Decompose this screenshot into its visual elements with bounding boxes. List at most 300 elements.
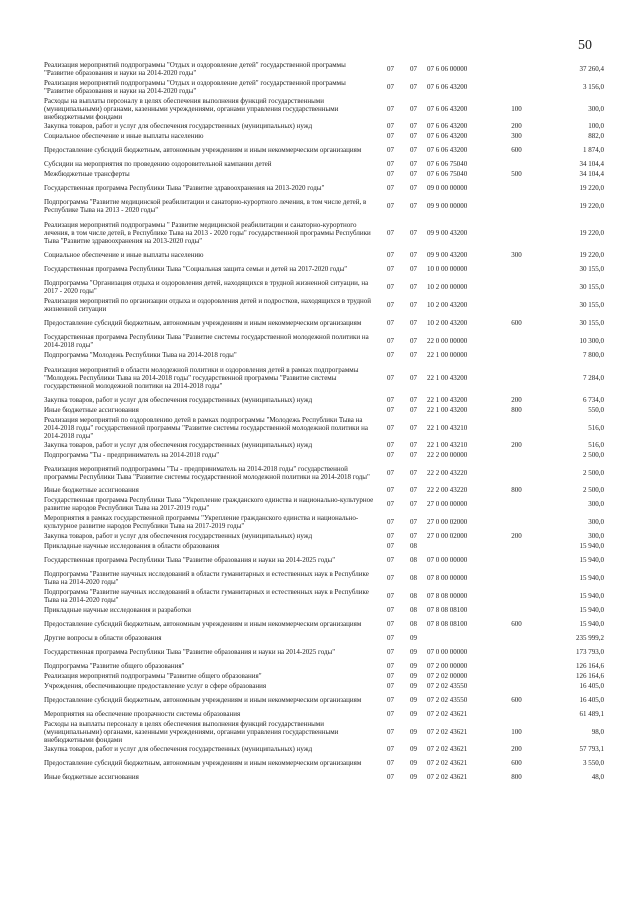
row-subsection: 09: [410, 773, 417, 781]
row-subsection: 09: [410, 696, 417, 704]
row-name: Мероприятия на обеспечение прозрачности системы образования: [44, 710, 241, 718]
row-sum: 16 405,0: [579, 696, 604, 704]
row-target-article: 27 0 00 00000: [427, 500, 468, 508]
row-expense-type: [499, 159, 534, 169]
row-sum: 1 874,0: [583, 146, 604, 154]
table-row: [44, 415, 604, 440]
row-sum: 2 500,0: [583, 451, 604, 459]
row-section: 07: [387, 556, 394, 564]
table-row: [44, 605, 604, 615]
row-section: 07: [387, 451, 394, 459]
row-name: Реализация мероприятий подпрограммы "Отдых и оздоровление детей" государственной программы "Развитие образования и науки на 2014-2020 годы": [44, 79, 346, 95]
row-subsection: 08: [410, 592, 417, 600]
row-target-article: 07 2 02 43621: [427, 745, 468, 753]
table-row: [44, 314, 604, 332]
table-row: [44, 360, 604, 395]
table-row: [44, 260, 604, 278]
row-expense-type: [499, 643, 534, 661]
row-subsection: 09: [410, 662, 417, 670]
row-expense-type: 600: [511, 620, 522, 628]
row-target-article: 22 1 00 43200: [427, 373, 468, 382]
table-row: [44, 121, 604, 131]
table-row: [44, 681, 604, 691]
row-subsection: 07: [410, 319, 417, 327]
row-target-article: 07 0 00 00000: [427, 556, 468, 564]
row-name: Иные бюджетные ассигнования: [44, 406, 139, 414]
row-expense-type: 800: [511, 406, 522, 414]
row-sum: 19 220,0: [579, 228, 604, 237]
table-row: [44, 587, 604, 605]
row-expense-type: [499, 450, 534, 460]
row-name: Прикладные научные исследования в области образования: [44, 542, 220, 550]
row-target-article: 07 6 06 75040: [427, 170, 468, 178]
row-name: Реализация мероприятий подпрограммы " Развитие медицинской реабилитации и санаторно-курортного лечения, в том числе детей, в Республике Тыва на 2013 - 2020 годы" государственной программы Республики Тыва "Развитие здравоохранения на 2013-2020 годы": [44, 220, 371, 245]
table-row: [44, 661, 604, 671]
row-sum: 3 156,0: [583, 83, 604, 91]
row-subsection: 09: [410, 672, 417, 680]
row-sum: 30 155,0: [579, 319, 604, 327]
row-section: 07: [387, 518, 394, 526]
row-sum: 126 164,6: [576, 662, 604, 670]
row-name: Государственная программа Республики Тыва "Развитие системы государственной молодежной политики на 2014-2018 годы": [44, 333, 369, 349]
row-expense-type: [499, 569, 534, 587]
row-subsection: 09: [410, 727, 417, 736]
row-expense-type: 600: [511, 696, 522, 704]
row-name: Учреждения, обеспечивающие предоставление услуг в сфере образования: [44, 682, 267, 690]
row-target-article: 10 2 00 43200: [427, 301, 468, 309]
row-section: 07: [387, 184, 394, 192]
row-target-article: 22 1 00 43210: [427, 441, 468, 449]
row-subsection: 09: [410, 745, 417, 753]
row-sum: 37 260,4: [579, 65, 604, 73]
row-sum: 61 489,1: [579, 710, 604, 718]
table-row: [44, 395, 604, 405]
row-section: 07: [387, 574, 394, 582]
row-name: Социальное обеспечение и иные выплаты населению: [44, 251, 204, 259]
table-row: [44, 405, 604, 415]
row-section: 07: [387, 265, 394, 273]
row-sum: 34 104,4: [579, 170, 604, 178]
row-name: Социальное обеспечение и иные выплаты населению: [44, 132, 204, 140]
row-target-article: 07 6 06 43200: [427, 122, 468, 130]
row-sum: 15 940,0: [579, 592, 604, 600]
row-subsection: 07: [410, 283, 417, 291]
row-subsection: 07: [410, 132, 417, 140]
row-target-article: 07 0 00 00000: [427, 648, 468, 656]
row-sum: 15 940,0: [579, 620, 604, 628]
row-section: 07: [387, 351, 394, 359]
row-expense-type: 300: [511, 251, 522, 259]
row-section: 07: [387, 682, 394, 690]
row-expense-type: [499, 633, 534, 643]
row-subsection: 09: [410, 759, 417, 767]
table-row: [44, 450, 604, 460]
row-subsection: 07: [410, 451, 417, 459]
table-row: [44, 350, 604, 360]
row-name: Межбюджетные трансферты: [44, 170, 130, 178]
row-expense-type: [499, 495, 534, 513]
row-section: 07: [387, 634, 394, 642]
row-name: Реализация мероприятий подпрограммы "Ты - предприниматель на 2014-2018 годы" государственной программы Республики Тыва "Развитие системы государственной молодежной политики на 2014-2018 годы": [44, 464, 370, 481]
row-name: Предоставление субсидий бюджетным, автономным учреждениям и иным некоммерческим организациям: [44, 319, 362, 327]
row-sum: 100,0: [588, 122, 604, 130]
row-name: Государственная программа Республики Тыва "Укрепление гражданского единства и национально-культурное развитие народов Республики Тыва на 2017-2019 годы": [44, 496, 374, 512]
table-row: [44, 719, 604, 744]
row-name: Расходы на выплаты персоналу в целях обеспечения выполнения функций государственными (муниципальными) органами, казенными учреждениями, органами управления государственными внебюджетными фондами: [44, 719, 339, 744]
row-target-article: 07 2 02 43550: [427, 696, 468, 704]
row-sum: 300,0: [588, 532, 604, 540]
row-subsection: 09: [410, 648, 417, 656]
row-subsection: 07: [410, 65, 417, 73]
row-sum: 15 940,0: [579, 542, 604, 550]
row-target-article: 07 8 08 08100: [427, 620, 468, 628]
row-subsection: 07: [410, 301, 417, 309]
row-section: 07: [387, 441, 394, 449]
row-sum: 882,0: [588, 132, 604, 140]
row-section: 07: [387, 251, 394, 259]
row-subsection: 07: [410, 83, 417, 91]
row-expense-type: 200: [511, 532, 522, 540]
row-section: 07: [387, 532, 394, 540]
row-name: Субсидии на мероприятия по проведению оздоровительной кампании детей: [44, 160, 272, 168]
row-target-article: 07 2 02 43621: [427, 710, 468, 718]
row-expense-type: 200: [511, 441, 522, 449]
row-name: Подпрограмма "Молодежь Республики Тыва на 2014-2018 годы": [44, 351, 237, 359]
row-sum: 235 999,2: [576, 634, 604, 642]
row-sum: 48,0: [591, 773, 604, 781]
row-target-article: [425, 633, 499, 643]
table-row: [44, 179, 604, 197]
row-target-article: 22 1 00 43200: [427, 406, 468, 414]
row-target-article: 27 0 00 02000: [427, 518, 468, 526]
row-expense-type: [499, 587, 534, 605]
row-target-article: 22 1 00 43200: [427, 396, 468, 404]
row-subsection: 07: [410, 228, 417, 237]
row-name: Государственная программа Республики Тыва "Развитие образования и науки на 2014-2025 годы": [44, 648, 336, 656]
row-section: 07: [387, 745, 394, 753]
row-expense-type: [499, 215, 534, 250]
row-sum: 15 940,0: [579, 574, 604, 582]
row-name: Реализация мероприятий подпрограммы "Развитие общего образования": [44, 672, 262, 680]
row-subsection: 08: [410, 606, 417, 614]
row-expense-type: 200: [511, 122, 522, 130]
row-sum: 2 500,0: [583, 486, 604, 494]
row-subsection: 07: [410, 265, 417, 273]
table-row: [44, 78, 604, 96]
budget-rows: [44, 60, 604, 782]
table-row: [44, 131, 604, 141]
row-name: Предоставление субсидий бюджетным, автономным учреждениям и иным некоммерческим организациям: [44, 620, 362, 628]
table-row: [44, 709, 604, 719]
row-target-article: 07 8 08 08100: [427, 606, 468, 614]
row-subsection: 07: [410, 406, 417, 414]
table-row: [44, 541, 604, 551]
row-target-article: 07 6 06 43200: [427, 146, 468, 154]
row-target-article: 07 8 08 00000: [427, 592, 468, 600]
table-row: [44, 495, 604, 513]
row-expense-type: 800: [511, 773, 522, 781]
table-row: [44, 60, 604, 78]
row-target-article: 07 2 02 43621: [427, 727, 468, 736]
row-section: 07: [387, 160, 394, 168]
row-target-article: 22 1 00 00000: [427, 351, 468, 359]
row-expense-type: 800: [511, 486, 522, 494]
row-subsection: 07: [410, 184, 417, 192]
table-row: [44, 141, 604, 159]
row-name: Иные бюджетные ассигнования: [44, 773, 139, 781]
row-name: Подпрограмма "Развитие научных исследований в области гуманитарных и естественных наук в Республике Тыва на 2014-2020 годы": [44, 588, 369, 604]
row-expense-type: 300: [511, 132, 522, 140]
table-row: [44, 671, 604, 681]
row-section: 07: [387, 773, 394, 781]
row-subsection: 07: [410, 202, 417, 210]
table-row: [44, 485, 604, 495]
row-section: 07: [387, 283, 394, 291]
table-row: [44, 250, 604, 260]
row-subsection: 08: [410, 620, 417, 628]
row-subsection: 07: [410, 351, 417, 359]
row-sum: 19 220,0: [579, 251, 604, 259]
row-expense-type: [499, 296, 534, 314]
row-sum: 7 284,0: [583, 373, 604, 382]
row-section: 07: [387, 104, 394, 113]
row-name: Закупка товаров, работ и услуг для обеспечения государственных (муниципальных) нужд: [44, 532, 313, 540]
row-name: Расходы на выплаты персоналу в целях обеспечения выполнения функций государственными (муниципальными) органами, казенными учреждениями, органами управления государственными внебюджетными фондами: [44, 96, 339, 121]
row-sum: 30 155,0: [579, 301, 604, 309]
row-sum: 3 550,0: [583, 759, 604, 767]
table-row: [44, 551, 604, 569]
row-name: Подпрограмма "Организация отдыха и оздоровления детей, находящихся в трудной жизненной ситуации, на 2017 - 2020 годы": [44, 279, 369, 295]
row-section: 07: [387, 542, 394, 550]
table-row: [44, 96, 604, 121]
table-row: [44, 460, 604, 485]
row-subsection: 09: [410, 710, 417, 718]
table-row: [44, 615, 604, 633]
row-section: 07: [387, 672, 394, 680]
row-sum: 57 793,1: [579, 745, 604, 753]
table-row: [44, 754, 604, 772]
row-sum: 2 500,0: [583, 468, 604, 477]
row-target-article: 09 9 00 43200: [427, 228, 468, 237]
row-target-article: 07 6 06 43200: [427, 132, 468, 140]
row-expense-type: [499, 415, 534, 440]
table-row: [44, 440, 604, 450]
row-name: Закупка товаров, работ и услуг для обеспечения государственных (муниципальных) нужд: [44, 441, 313, 449]
row-name: Закупка товаров, работ и услуг для обеспечения государственных (муниципальных) нужд: [44, 122, 313, 130]
row-subsection: 09: [410, 634, 417, 642]
table-row: [44, 513, 604, 531]
table-row: [44, 643, 604, 661]
row-section: 07: [387, 662, 394, 670]
row-subsection: 07: [410, 373, 417, 382]
row-name: Государственная программа Республики Тыва "Развитие образования и науки на 2014-2025 годы": [44, 556, 336, 564]
row-sum: 34 104,4: [579, 160, 604, 168]
row-sum: 98,0: [591, 727, 604, 736]
table-row: [44, 296, 604, 314]
row-expense-type: 600: [511, 759, 522, 767]
row-target-article: 10 2 00 43200: [427, 319, 468, 327]
row-expense-type: [499, 179, 534, 197]
row-sum: 300,0: [588, 104, 604, 113]
table-row: [44, 215, 604, 250]
row-subsection: 08: [410, 542, 417, 550]
row-sum: 550,0: [588, 406, 604, 414]
row-expense-type: [499, 197, 534, 215]
row-sum: 10 300,0: [579, 337, 604, 345]
row-target-article: 07 2 02 43550: [427, 682, 468, 690]
row-sum: 300,0: [588, 518, 604, 526]
row-name: Иные бюджетные ассигнования: [44, 486, 139, 494]
row-subsection: 07: [410, 532, 417, 540]
row-name: Предоставление субсидий бюджетным, автономным учреждениям и иным некоммерческим организациям: [44, 759, 362, 767]
row-name: Реализация мероприятий по организации отдыха и оздоровления детей и подростков, находящихся в трудной жизненной ситуации: [44, 297, 372, 313]
row-sum: 300,0: [588, 500, 604, 508]
table-row: [44, 332, 604, 350]
row-expense-type: [499, 605, 534, 615]
page-number: 50: [578, 38, 592, 53]
row-sum: 6 734,0: [583, 396, 604, 404]
row-expense-type: 600: [511, 319, 522, 327]
row-subsection: 07: [410, 122, 417, 130]
row-name: Государственная программа Республики Тыва "Социальная защита семьи и детей на 2017-2020 годы": [44, 265, 348, 273]
row-subsection: 08: [410, 556, 417, 564]
row-target-article: 07 6 06 00000: [427, 65, 468, 73]
row-name: Государственная программа Республики Тыва "Развитие здравоохранения на 2013-2020 годы": [44, 184, 325, 192]
row-section: 07: [387, 696, 394, 704]
row-name: Подпрограмма "Развитие общего образования": [44, 662, 185, 670]
row-section: 07: [387, 592, 394, 600]
row-expense-type: 100: [511, 727, 522, 736]
row-expense-type: [499, 460, 534, 485]
row-name: Подпрограмма "Ты - предприниматель на 2014-2018 годы": [44, 451, 220, 459]
row-section: 07: [387, 319, 394, 327]
row-expense-type: 500: [511, 170, 522, 178]
row-expense-type: [499, 513, 534, 531]
row-target-article: 07 2 02 00000: [427, 672, 468, 680]
row-sum: 173 793,0: [576, 648, 604, 656]
row-name: Реализация мероприятий подпрограммы "Отдых и оздоровление детей" государственной программы "Развитие образования и науки на 2014-2020 годы": [44, 61, 346, 77]
row-section: 07: [387, 759, 394, 767]
row-section: 07: [387, 606, 394, 614]
row-subsection: 07: [410, 423, 417, 432]
row-section: 07: [387, 500, 394, 508]
row-sum: 15 940,0: [579, 556, 604, 564]
row-expense-type: 100: [511, 104, 522, 113]
row-sum: 30 155,0: [579, 283, 604, 291]
row-section: 07: [387, 122, 394, 130]
row-name: Подпрограмма "Развитие медицинской реабилитации и санаторно-курортного лечения, в том числе детей, в Республике Тыва на 2013 - 2020 годы": [44, 198, 367, 214]
row-subsection: 07: [410, 160, 417, 168]
row-target-article: 10 0 00 00000: [427, 265, 468, 273]
row-name: Закупка товаров, работ и услуг для обеспечения государственных (муниципальных) нужд: [44, 745, 313, 753]
row-target-article: [425, 541, 499, 551]
row-sum: 126 164,6: [576, 672, 604, 680]
row-section: 07: [387, 170, 394, 178]
row-section: 07: [387, 486, 394, 494]
row-expense-type: [499, 681, 534, 691]
row-subsection: 09: [410, 682, 417, 690]
table-row: [44, 691, 604, 709]
row-expense-type: [499, 661, 534, 671]
row-section: 07: [387, 83, 394, 91]
row-name: Закупка товаров, работ и услуг для обеспечения государственных (муниципальных) нужд: [44, 396, 313, 404]
row-name: Предоставление субсидий бюджетным, автономным учреждениям и иным некоммерческим организациям: [44, 696, 362, 704]
budget-table: [44, 60, 604, 782]
row-expense-type: [499, 332, 534, 350]
row-name: Реализация мероприятий по оздоровлению детей в рамках подпрограммы "Молодежь Республики Тыва на 2014-2018 годы" государственной программы "Развитие системы государственной молодежной политики на 2014-2018 годы": [44, 415, 368, 440]
row-target-article: 09 9 00 00000: [427, 202, 468, 210]
row-sum: 16 405,0: [579, 682, 604, 690]
row-sum: 15 940,0: [579, 606, 604, 614]
row-expense-type: 200: [511, 745, 522, 753]
table-row: [44, 197, 604, 215]
row-name: Мероприятия в рамках государственной программы "Укрепление гражданского единства и национально-культурное развитие народов Республики Тыва на 2017-2019 годы": [44, 514, 359, 530]
row-subsection: 07: [410, 337, 417, 345]
row-target-article: 07 6 06 75040: [427, 160, 468, 168]
row-target-article: 10 2 00 00000: [427, 283, 468, 291]
row-subsection: 07: [410, 104, 417, 113]
row-target-article: 22 2 00 43220: [427, 468, 468, 477]
row-section: 07: [387, 301, 394, 309]
row-expense-type: [499, 671, 534, 681]
table-row: [44, 278, 604, 296]
table-row: [44, 772, 604, 782]
table-row: [44, 744, 604, 754]
row-subsection: 08: [410, 574, 417, 582]
row-section: 07: [387, 337, 394, 345]
row-name: Реализация мероприятий в области молодежной политики и оздоровления детей в рамках подпрограммы "Молодежь Республики Тыва на 2014-2018 годы" государственной программы "Развитие системы государственной молодежной политики на 2014-2018 годы": [44, 365, 359, 390]
row-expense-type: [499, 709, 534, 719]
table-row: [44, 159, 604, 169]
row-expense-type: [499, 260, 534, 278]
row-target-article: 22 2 00 00000: [427, 451, 468, 459]
row-section: 07: [387, 65, 394, 73]
row-name: Другие вопросы в области образования: [44, 634, 162, 642]
row-sum: 19 220,0: [579, 184, 604, 192]
row-target-article: 07 6 06 43200: [427, 83, 468, 91]
row-section: 07: [387, 727, 394, 736]
row-expense-type: 200: [511, 396, 522, 404]
row-target-article: 22 1 00 43210: [427, 423, 468, 432]
row-sum: 516,0: [588, 423, 604, 432]
row-section: 07: [387, 202, 394, 210]
row-section: 07: [387, 132, 394, 140]
row-target-article: 22 0 00 00000: [427, 337, 468, 345]
row-section: 07: [387, 648, 394, 656]
row-expense-type: [499, 551, 534, 569]
row-expense-type: [499, 60, 534, 78]
row-target-article: 22 2 00 43220: [427, 486, 468, 494]
row-target-article: 09 9 00 43200: [427, 251, 468, 259]
row-section: 07: [387, 423, 394, 432]
row-section: 07: [387, 406, 394, 414]
row-section: 07: [387, 373, 394, 382]
row-section: 07: [387, 710, 394, 718]
row-expense-type: [499, 278, 534, 296]
row-target-article: 07 2 02 43621: [427, 773, 468, 781]
row-sum: 19 220,0: [579, 202, 604, 210]
row-subsection: 07: [410, 146, 417, 154]
row-subsection: 07: [410, 500, 417, 508]
row-subsection: 07: [410, 518, 417, 526]
row-subsection: 07: [410, 170, 417, 178]
row-section: 07: [387, 468, 394, 477]
table-row: [44, 569, 604, 587]
row-section: 07: [387, 146, 394, 154]
row-name: Подпрограмма "Развитие научных исследований в области гуманитарных и естественных наук в Республике Тыва на 2014-2020 годы": [44, 570, 369, 586]
row-target-article: 07 2 02 43621: [427, 759, 468, 767]
row-target-article: 09 0 00 00000: [427, 184, 468, 192]
